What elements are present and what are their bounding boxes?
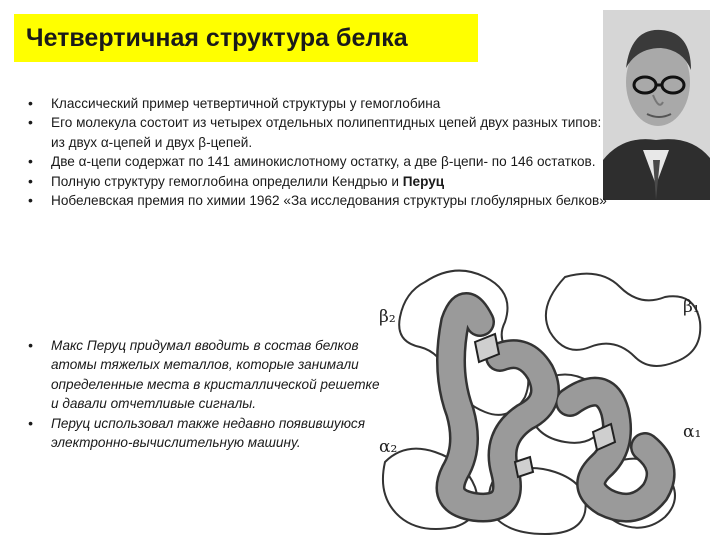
list-item: • Нобелевская премия по химии 1962 «За исследования структуры глобулярных белков» (22, 191, 607, 210)
hemoglobin-diagram (365, 262, 710, 537)
label-beta1: β₁ (683, 297, 700, 317)
list-item: • Две α-цепи содержат по 141 аминокислотному остатку, а две β-цепи- по 146 остатков. (22, 152, 607, 171)
list-item: • Перуц использовал также недавно появившуюся электронно-вычислительную машину. (22, 414, 382, 453)
main-bullet-list (22, 94, 607, 210)
list-item: • Макс Перуц придумал вводить в состав белков атомы тяжелых металлов, которые занимали определенные места в кристаллической решетке и давали отчетливые сигналы. (22, 336, 382, 414)
list-item: • Его молекула состоит из четырех отдельных полипептидных цепей двух разных типов: из двух α-цепей и двух β-цепей. (22, 113, 607, 152)
portrait-photo (603, 10, 710, 200)
label-alpha2: α₂ (379, 437, 398, 457)
list-item: • Классический пример четвертичной структуры у гемоглобина (22, 94, 607, 113)
perutz-bullet-list (22, 336, 382, 452)
label-beta2: β₂ (379, 307, 396, 327)
label-alpha1: α₁ (683, 422, 702, 442)
perutz-name: Перуц (402, 173, 445, 189)
page-title: Четвертичная структура белка (26, 23, 408, 52)
hemoglobin-structure-drawing (365, 262, 710, 537)
list-item: • Полную структуру гемоглобина определили Кендрью и Перуц (22, 172, 607, 191)
title-banner (14, 14, 478, 62)
